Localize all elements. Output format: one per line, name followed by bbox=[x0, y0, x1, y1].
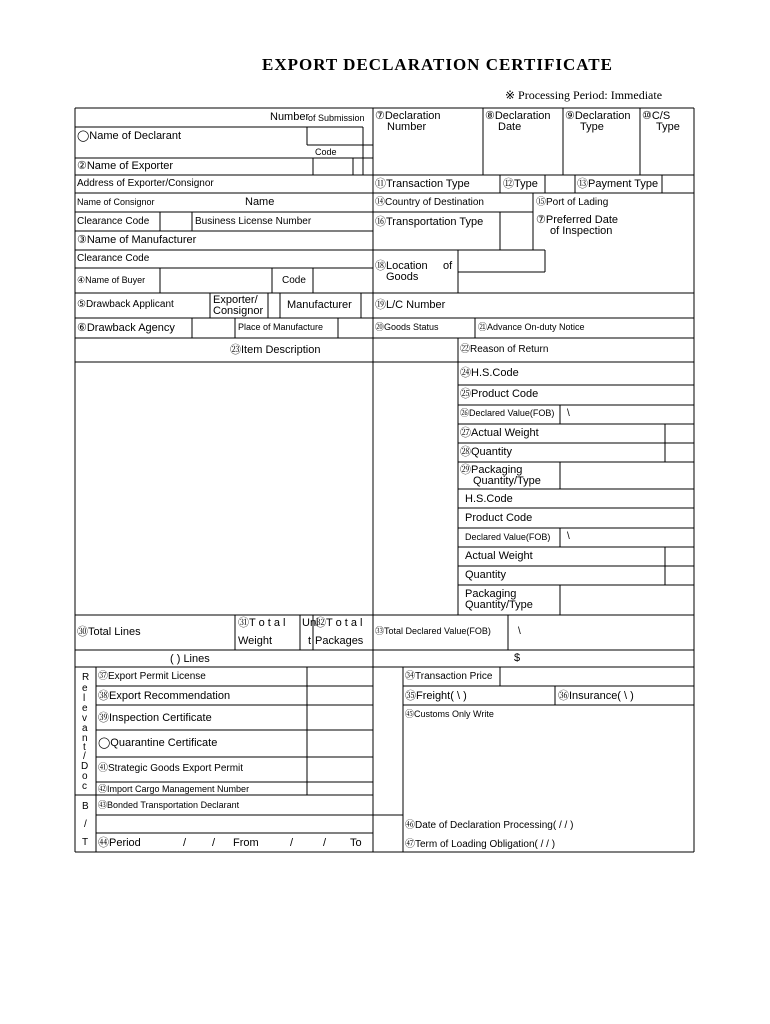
period-slash: / bbox=[323, 837, 327, 849]
total-lines-label: ㉚Total Lines bbox=[77, 626, 141, 638]
port-of-lading-label: ⑮Port of Lading bbox=[536, 197, 609, 208]
product-code-label-2: Product Code bbox=[465, 512, 533, 524]
name-of-buyer-label: ④Name of Buyer bbox=[77, 275, 146, 285]
total-weight-label-2: Weight bbox=[238, 635, 273, 647]
declarant-code-label: Code bbox=[315, 147, 337, 157]
location-of-goods-label-1: ⑱Location bbox=[375, 260, 428, 272]
relevant-doc-letter: l bbox=[83, 693, 86, 704]
declaration-type-label-2: Type bbox=[580, 121, 604, 133]
drawback-applicant-label: ⑤Drawback Applicant bbox=[77, 299, 174, 310]
hs-code-label-2: H.S.Code bbox=[465, 493, 513, 505]
quarantine-certificate-label: ◯Quarantine Certificate bbox=[98, 737, 218, 749]
lc-number-label: ⑲L/C Number bbox=[375, 299, 446, 311]
relevant-doc-letter: e bbox=[82, 683, 88, 694]
transportation-type-label: ⑯Transportation Type bbox=[375, 216, 484, 228]
total-declared-dollar: $ bbox=[514, 652, 521, 664]
exporter-consignor-label-1: Exporter/ bbox=[213, 294, 258, 306]
advance-notice-label: ㉑Advance On-duty Notice bbox=[478, 322, 585, 332]
lines-label: ( ) Lines bbox=[170, 653, 210, 665]
import-cargo-label: ㊷Import Cargo Management Number bbox=[98, 784, 250, 794]
actual-weight-label-2: Actual Weight bbox=[465, 550, 533, 562]
declaration-date-label-2: Date bbox=[498, 121, 522, 133]
drawback-agency-label: ⑥Drawback Agency bbox=[77, 322, 175, 334]
type-label: ⑫Type bbox=[503, 178, 538, 190]
relevant-doc-letter: c bbox=[82, 781, 87, 792]
total-packages-label-2: Packages bbox=[315, 635, 364, 647]
hs-code-label: ㉔H.S.Code bbox=[460, 367, 519, 379]
inspection-certificate-label: ㊴Inspection Certificate bbox=[98, 712, 212, 724]
total-packages-label-1: ㉜T o t a l bbox=[315, 617, 363, 629]
document-title: EXPORT DECLARATION CERTIFICATE bbox=[262, 55, 613, 74]
cs-type-label-1: ⑩C/S bbox=[642, 110, 671, 122]
relevant-doc-letter: t bbox=[83, 742, 86, 753]
name-of-manufacturer-label: ③Name of Manufacturer bbox=[77, 234, 197, 246]
customs-only-label: ㊺Customs Only Write bbox=[405, 709, 494, 719]
bonded-transportation-label: ㊸Bonded Transportation Declarant bbox=[98, 800, 240, 810]
relevant-doc-letter: R bbox=[82, 672, 90, 683]
period-from-label: From bbox=[233, 837, 259, 849]
relevant-doc-letter: a bbox=[82, 723, 88, 734]
item-description-label: ㉓Item Description bbox=[230, 344, 321, 356]
term-of-loading-label: ㊼Term of Loading Obligation( / / ) bbox=[405, 839, 556, 850]
period-slash: / bbox=[212, 837, 216, 849]
submission-label: of Submission bbox=[308, 113, 365, 123]
insurance-label: ㊱Insurance( \ ) bbox=[558, 690, 634, 702]
consignor-name-label: Name bbox=[245, 196, 275, 208]
total-weight-label-1: ㉛T o t a l bbox=[238, 617, 286, 629]
relevant-doc-letter: v bbox=[82, 713, 87, 724]
buyer-code-label: Code bbox=[282, 275, 306, 286]
product-code-label: ㉕Product Code bbox=[460, 388, 539, 400]
location-of-goods-label-2: Goods bbox=[386, 271, 419, 283]
total-declared-value-label: ㉝Total Declared Value(FOB) bbox=[375, 626, 491, 636]
actual-weight-label: ㉗Actual Weight bbox=[460, 427, 539, 439]
name-of-exporter-label: ②Name of Exporter bbox=[77, 160, 174, 172]
preferred-date-label-2: of Inspection bbox=[550, 225, 613, 237]
relevant-doc-letter: / bbox=[83, 751, 86, 762]
declared-value-label-2: Declared Value(FOB) bbox=[465, 532, 551, 542]
manufacturer-label: Manufacturer bbox=[287, 299, 352, 311]
declaration-date-label-1: ⑧Declaration bbox=[485, 110, 551, 122]
unit-label-1: Uni bbox=[302, 617, 319, 629]
packaging-label-3: Packaging bbox=[465, 588, 517, 600]
name-of-consignor-label: Name of Consignor bbox=[77, 197, 155, 207]
freight-label: ㉟Freight( \ ) bbox=[405, 690, 467, 702]
period-slash: / bbox=[183, 837, 187, 849]
declaration-type-label-1: ⑨Declaration bbox=[565, 110, 631, 122]
export-recommendation-label: ㊳Export Recommendation bbox=[98, 690, 231, 702]
packaging-label-2: Quantity/Type bbox=[473, 475, 541, 487]
business-license-label: Business License Number bbox=[195, 216, 312, 227]
date-of-processing-label: ㊻Date of Declaration Processing( / / ) bbox=[405, 820, 574, 831]
strategic-goods-label: ㊶Strategic Goods Export Permit bbox=[98, 763, 244, 774]
clearance-code-label-2: Clearance Code bbox=[77, 253, 150, 264]
declaration-number-label-2: Number bbox=[387, 121, 427, 133]
declaration-number-label-1: ⑦Declaration bbox=[375, 110, 441, 122]
quantity-label-2: Quantity bbox=[465, 569, 506, 581]
bt-letter: / bbox=[84, 819, 87, 830]
country-of-destination-label: ⑭Country of Destination bbox=[375, 197, 484, 208]
period-label: ㊹Period bbox=[98, 837, 141, 849]
transaction-type-label: ⑪Transaction Type bbox=[375, 178, 470, 190]
clearance-code-label-1: Clearance Code bbox=[77, 216, 150, 227]
processing-period: ※ Processing Period: Immediate bbox=[505, 88, 663, 102]
declared-value-label: ㉖Declared Value(FOB) bbox=[460, 408, 555, 418]
packaging-label-4: Quantity/Type bbox=[465, 599, 533, 611]
address-exporter-label: Address of Exporter/Consignor bbox=[77, 178, 214, 189]
relevant-doc-letter: D bbox=[81, 761, 89, 772]
relevant-doc-letter: n bbox=[82, 733, 88, 744]
preferred-date-label-1: ⑦Preferred Date bbox=[536, 214, 619, 226]
export-permit-label: ㊲Export Permit License bbox=[98, 671, 206, 682]
exporter-consignor-label-2: Consignor bbox=[213, 305, 264, 317]
place-of-manufacture-label: Place of Manufacture bbox=[238, 322, 324, 332]
quantity-label: ㉘Quantity bbox=[460, 446, 512, 458]
transaction-price-label: ㉞Transaction Price bbox=[405, 671, 493, 682]
cs-type-label-2: Type bbox=[656, 121, 680, 133]
number-of-label: Number bbox=[270, 111, 310, 123]
total-declared-won: \ bbox=[518, 626, 521, 637]
location-of-label: of bbox=[443, 260, 453, 272]
reason-of-return-label: ㉒Reason of Return bbox=[460, 344, 549, 355]
goods-status-label: ⑳Goods Status bbox=[375, 322, 439, 332]
packaging-label-1: ㉙Packaging bbox=[460, 464, 523, 476]
relevant-doc-letter: o bbox=[82, 771, 88, 782]
payment-type-label: ⑬Payment Type bbox=[577, 178, 659, 190]
period-to-label: To bbox=[350, 837, 362, 849]
name-of-declarant-label: ◯Name of Declarant bbox=[77, 130, 182, 142]
declared-value-won: \ bbox=[567, 408, 570, 419]
bt-letter: T bbox=[82, 837, 89, 848]
bt-letter: B bbox=[82, 801, 89, 812]
unit-label-2: t bbox=[308, 635, 312, 647]
declared-value-won-2: \ bbox=[567, 531, 570, 542]
period-slash: / bbox=[290, 837, 294, 849]
relevant-doc-letter: e bbox=[82, 703, 88, 714]
